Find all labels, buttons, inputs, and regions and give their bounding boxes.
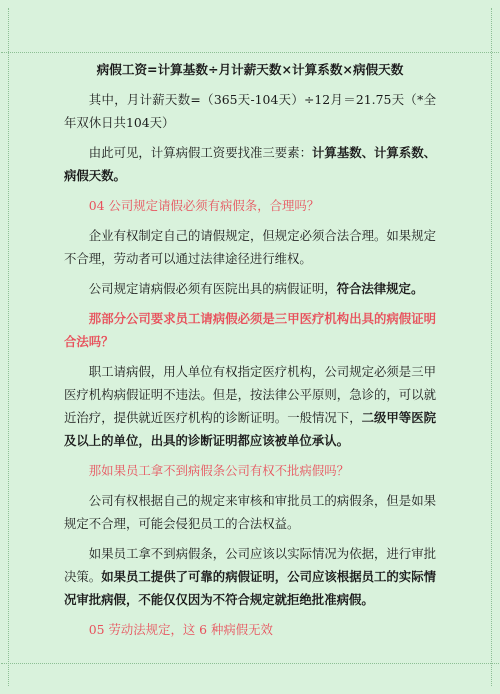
formula-note: 其中，月计薪天数=（365天-104天）÷12月＝21.75天（*全年双休日共104天） xyxy=(64,92,436,130)
article-body xyxy=(64,58,436,648)
three-elements-intro: 由此可见，计算病假工资要找准三要素： xyxy=(88,145,313,160)
sick-cert-bold: 符合法律规定。 xyxy=(336,281,424,296)
company-rule-paragraph: 企业有权制定自己的请假规定，但规定必须合法合理。如果规定不合理，劳动者可以通过法律途径进行维权。 xyxy=(64,228,436,266)
formula-line: 病假工资=计算基数÷月计薪天数×计算系数×病假天数 xyxy=(96,62,404,77)
approval-decision-paragraph xyxy=(64,542,436,611)
grade-a-answer-text: 职工请病假，用人单位有权指定医疗机构，公司规定必须是三甲医疗机构病假证明不违法。但是，按法律公平原则，急诊的，可以就近治疗，提供就近医疗机构的诊断证明。一般情况下， xyxy=(64,364,436,425)
approval-decision-bold: 如果员工提供了可靠的病假证明，公司应该根据员工的实际情况审批病假，不能仅仅因为不符合规定就拒绝批准病假。 xyxy=(64,569,437,607)
sick-cert-text: 公司规定请病假必须有医院出具的病假证明， xyxy=(88,281,337,296)
grade-a-answer xyxy=(64,360,436,452)
section-04-heading: 04 公司规定请假必须有病假条，合理吗？ xyxy=(88,198,320,213)
sick-cert-paragraph xyxy=(64,277,436,300)
three-elements-bold: 计算基数、计算系数、病假天数。 xyxy=(64,145,437,183)
grade-a-answer-bold: 二级甲等医院及以上的单位，出具的诊断证明都应该被单位承认。 xyxy=(64,410,437,448)
section-05-heading: 05 劳动法规定，这 6 种病假无效 xyxy=(88,622,273,637)
grade-a-question: 那部分公司要求员工请病假必须是三甲医疗机构出具的病假证明合法吗？ xyxy=(64,311,436,349)
approval-decision-text: 如果员工拿不到病假条，公司应该以实际情况为依据，进行审批决策。 xyxy=(64,546,436,584)
approval-rights-paragraph: 公司有权根据自己的规定来审核和审批员工的病假条，但是如果规定不合理，可能会侵犯员工的合法权益。 xyxy=(64,493,436,531)
no-note-question: 那如果员工拿不到病假条公司有权不批病假吗？ xyxy=(88,463,349,478)
three-elements-paragraph xyxy=(64,141,436,187)
